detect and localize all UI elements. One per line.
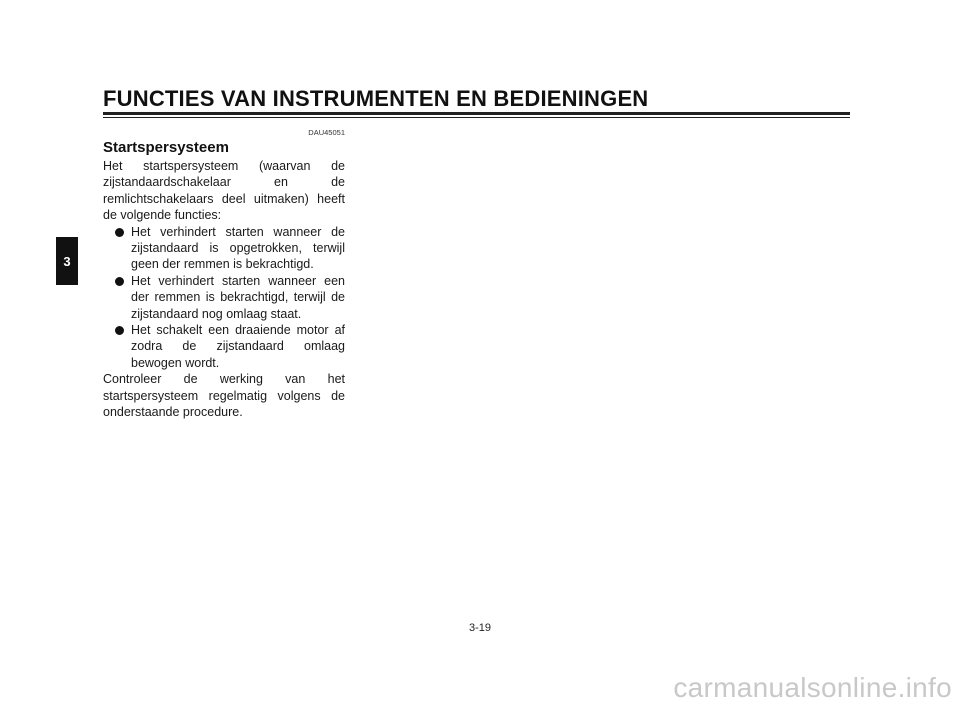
bullet-dot-icon (115, 228, 124, 237)
bullet-text: Het verhindert starten wanneer een der remmen is bekrachtigd, terwijl de zijstandaard nog omlaag staat. (131, 273, 345, 321)
outro-paragraph: Controleer de werking van het startspersysteem regelmatig volgens de onderstaande procedure. (103, 372, 345, 420)
header-rule-thin (103, 117, 850, 118)
intro-paragraph: Het startspersysteem (waarvan de zijstandaardschakelaar en de remlichtschakelaars deel uitmaken) heeft de volgende functies: (103, 159, 345, 223)
bullet-dot-icon (115, 277, 124, 286)
list-item (103, 224, 345, 273)
bullet-list (103, 224, 345, 372)
bullet-text: Het verhindert starten wanneer de zijstandaard is opgetrokken, terwijl geen der remmen is bekrachtigd. (131, 224, 345, 272)
section-title: Startspersysteem (103, 139, 229, 156)
list-item (103, 273, 345, 322)
page-header-title: FUNCTIES VAN INSTRUMENTEN EN BEDIENINGEN (103, 86, 649, 111)
bullet-text: Het schakelt een draaiende motor af zodra de zijstandaard omlaag bewogen wordt. (131, 323, 345, 370)
list-item (103, 322, 345, 371)
bullet-dot-icon (115, 326, 124, 335)
section-code: DAU45051 (308, 128, 345, 137)
chapter-tab: 3 (56, 237, 78, 285)
page-number: 3-19 (468, 622, 492, 634)
section-content (103, 128, 345, 421)
watermark: carmanualsonline.info (673, 672, 952, 703)
header-rule-thick (103, 112, 850, 115)
